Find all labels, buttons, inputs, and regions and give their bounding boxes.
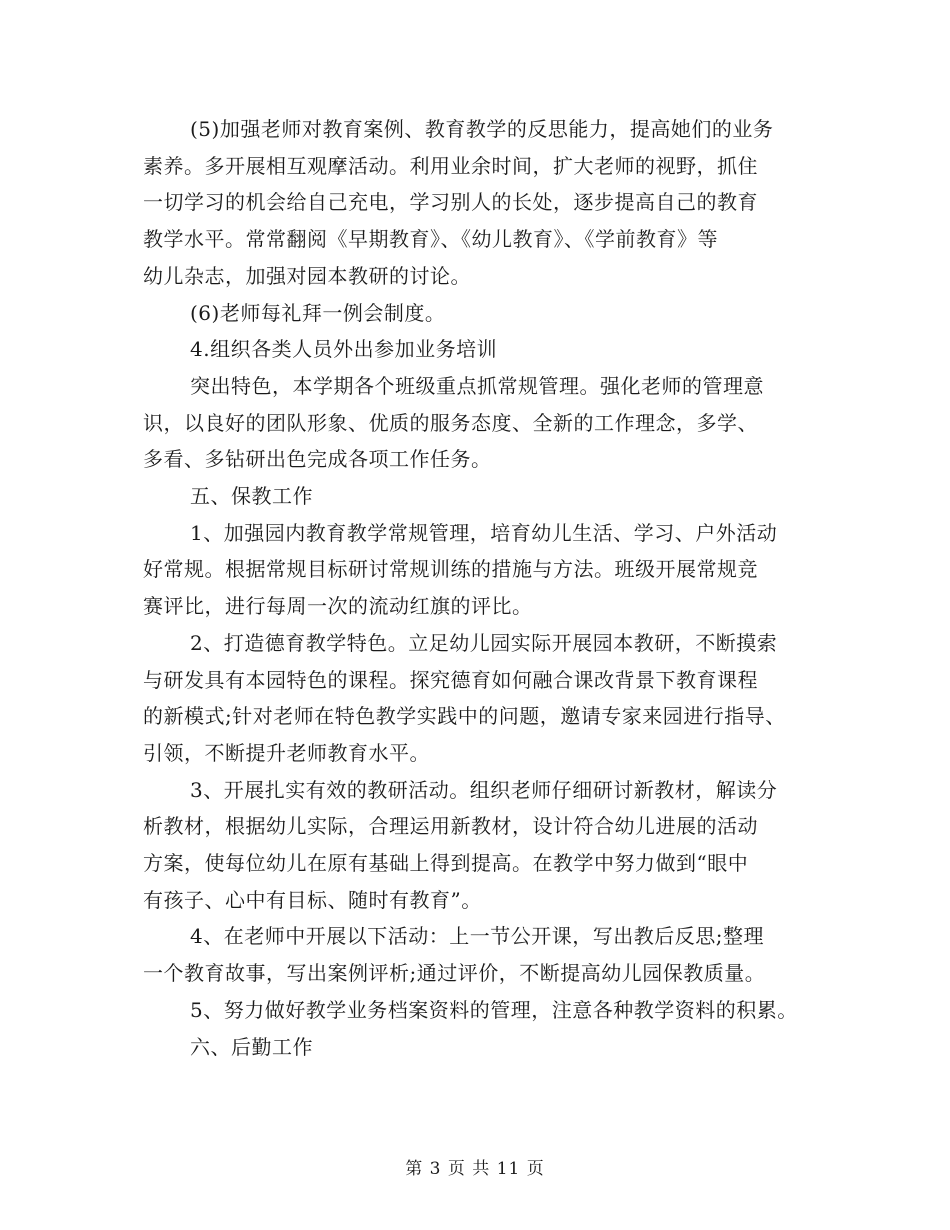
- text-line: 5、努力做好教学业务档案资料的管理，注意各种教学资料的积累。: [190, 997, 798, 1022]
- text-line: 的新模式;针对老师在特色教学实践中的问题，邀请专家来园进行指导、: [143, 704, 786, 729]
- text-line: 4.组织各类人员外出参加业务培训: [190, 337, 498, 362]
- page-footer: 第 3 页 共 11 页: [405, 1159, 545, 1179]
- text-line: (6)老师每礼拜一例会制度。: [190, 300, 446, 325]
- text-line: 1、加强园内教育教学常规管理，培育幼儿生活、学习、户外活动: [190, 520, 778, 545]
- text-line: 教学水平。常常翻阅《早期教育》、《幼儿教育》、《学前教育》等: [143, 227, 718, 252]
- text-line: 多看、多钻研出色完成各项工作任务。: [143, 447, 492, 472]
- text-line: 3、开展扎实有效的教研活动。组织老师仔细研讨新教材，解读分: [190, 777, 778, 802]
- text-line: 有孩子、心中有目标、随时有教育”。: [143, 887, 482, 912]
- text-line: 素养。多开展相互观摩活动。利用业余时间，扩大老师的视野，抓住: [143, 153, 758, 178]
- text-line: (5)加强老师对教育案例、教育教学的反思能力，提高她们的业务: [190, 117, 774, 141]
- text-line: 一个教育故事，写出案例评析;通过评价，不断提高幼儿园保教质量。: [143, 961, 766, 986]
- text-line: 2、打造德育教学特色。立足幼儿园实际开展园本教研，不断摸索: [190, 630, 778, 655]
- text-line: 方案，使每位幼儿在原有基础上得到提高。在教学中努力做到“眼中: [143, 851, 749, 875]
- text-line: 五、保教工作: [190, 484, 313, 508]
- text-line: 突出特色，本学期各个班级重点抓常规管理。强化老师的管理意: [190, 373, 764, 398]
- text-line: 析教材，根据幼儿实际，合理运用新教材，设计符合幼儿进展的活动: [143, 814, 758, 839]
- text-line: 引领，不断提升老师教育水平。: [143, 740, 430, 765]
- text-line: 与研发具有本园特色的课程。探究德育如何融合课改背景下教育课程: [143, 667, 758, 692]
- text-line: 4、在老师中开展以下活动：上一节公开课，写出教后反思;整理: [190, 924, 764, 949]
- text-line: 识，以良好的团队形象、优质的服务态度、全新的工作理念，多学、: [143, 410, 758, 435]
- text-line: 赛评比，进行每周一次的流动红旗的评比。: [143, 594, 533, 619]
- text-line: 幼儿杂志，加强对园本教研的讨论。: [143, 263, 471, 288]
- text-line: 一切学习的机会给自己充电，学习别人的长处，逐步提高自己的教育: [143, 190, 758, 215]
- text-line: 六、后勤工作: [190, 1034, 313, 1059]
- text-line: 好常规。根据常规目标研讨常规训练的措施与方法。班级开展常规竞: [143, 557, 758, 582]
